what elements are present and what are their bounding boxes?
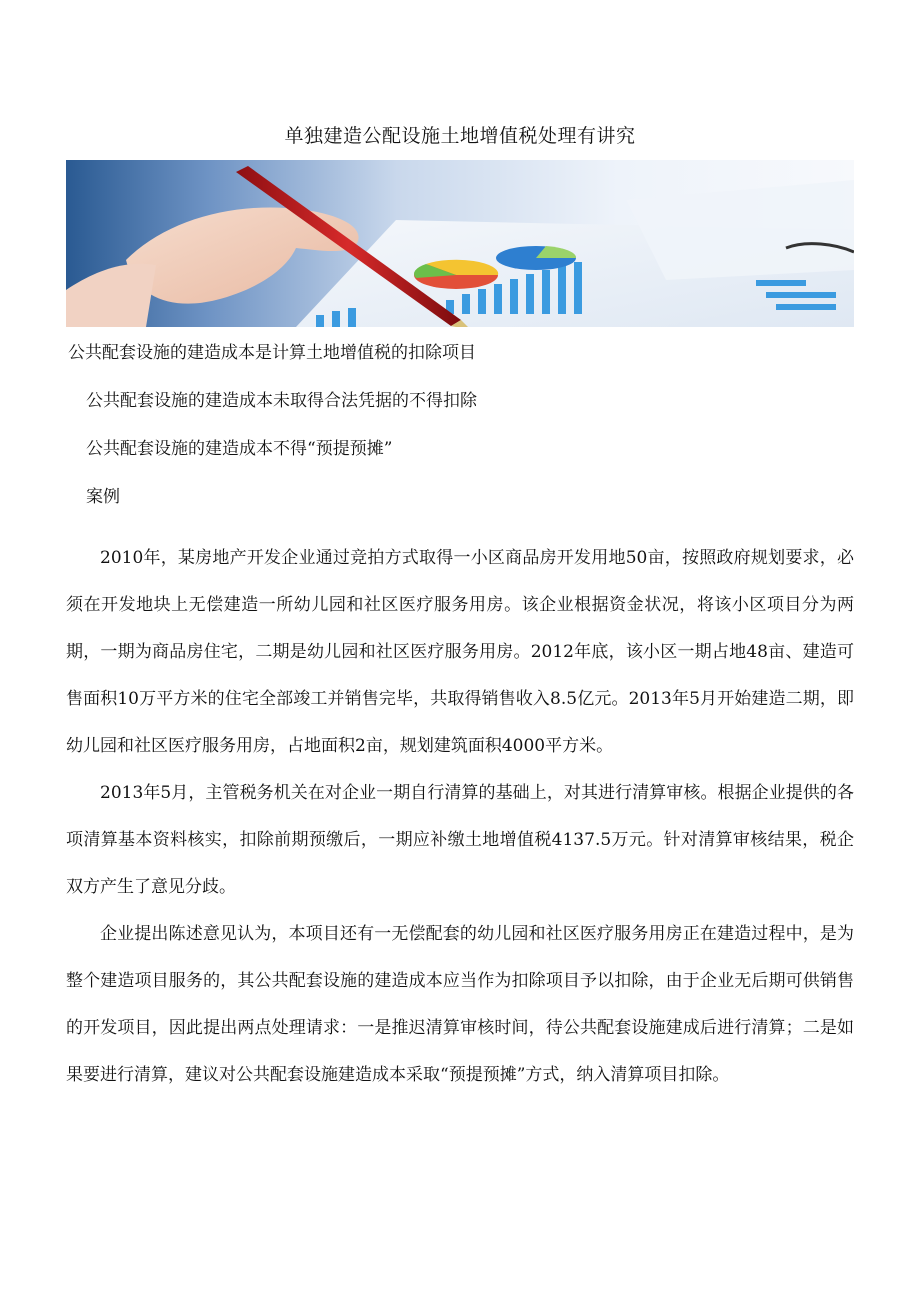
hero-image xyxy=(66,160,854,327)
section-heading-no-valid-receipt: 公共配套设施的建造成本未取得合法凭据的不得扣除 xyxy=(86,391,477,411)
page-title: 单独建造公配设施土地增值税处理有讲究 xyxy=(284,125,636,147)
paragraph-enterprise-opinion: 企业提出陈述意见认为，本项目还有一无偿配套的幼儿园和社区医疗服务用房正在建造过程中，是为整个建造项目服务的，其公共配套设施的建造成本应当作为扣除项目予以扣除，由于企业无后期可供销售的开发项目，因此提出两点处理请求：一是推迟清算审核时间，待公共配套设施建成后进行清算；二是如果要进行清算，建议对公共配套设施建造成本采取“预提预摊”方式，纳入清算项目扣除。 xyxy=(66,924,854,1085)
section-heading-no-accrual: 公共配套设施的建造成本不得“预提预摊” xyxy=(86,439,393,459)
section-heading-case: 案例 xyxy=(86,487,120,507)
article-body xyxy=(66,535,854,1099)
paragraph-tax-audit: 2013年5月，主管税务机关在对企业一期自行清算的基础上，对其进行清算审核。根据企业提供的各项清算基本资料核实，扣除前期预缴后，一期应补缴土地增值税4137.5万元。针对清算审核结果，税企双方产生了意见分歧。 xyxy=(66,783,854,897)
paragraph-case-background: 2010年，某房地产开发企业通过竞拍方式取得一小区商品房开发用地50亩，按照政府规划要求，必须在开发地块上无偿建造一所幼儿园和社区医疗服务用房。该企业根据资金状况，将该小区项目分为两期，一期为商品房住宅，二期是幼儿园和社区医疗服务用房。2012年底，该小区一期占地48亩、建造可售面积10万平方米的住宅全部竣工并销售完毕，共取得销售收入8.5亿元。2013年5月开始建造二期，即幼儿园和社区医疗服务用房，占地面积2亩，规划建筑面积4000平方米。 xyxy=(66,548,854,756)
hero-illustration xyxy=(66,160,854,327)
section-heading-deduction: 公共配套设施的建造成本是计算土地增值税的扣除项目 xyxy=(68,343,476,363)
